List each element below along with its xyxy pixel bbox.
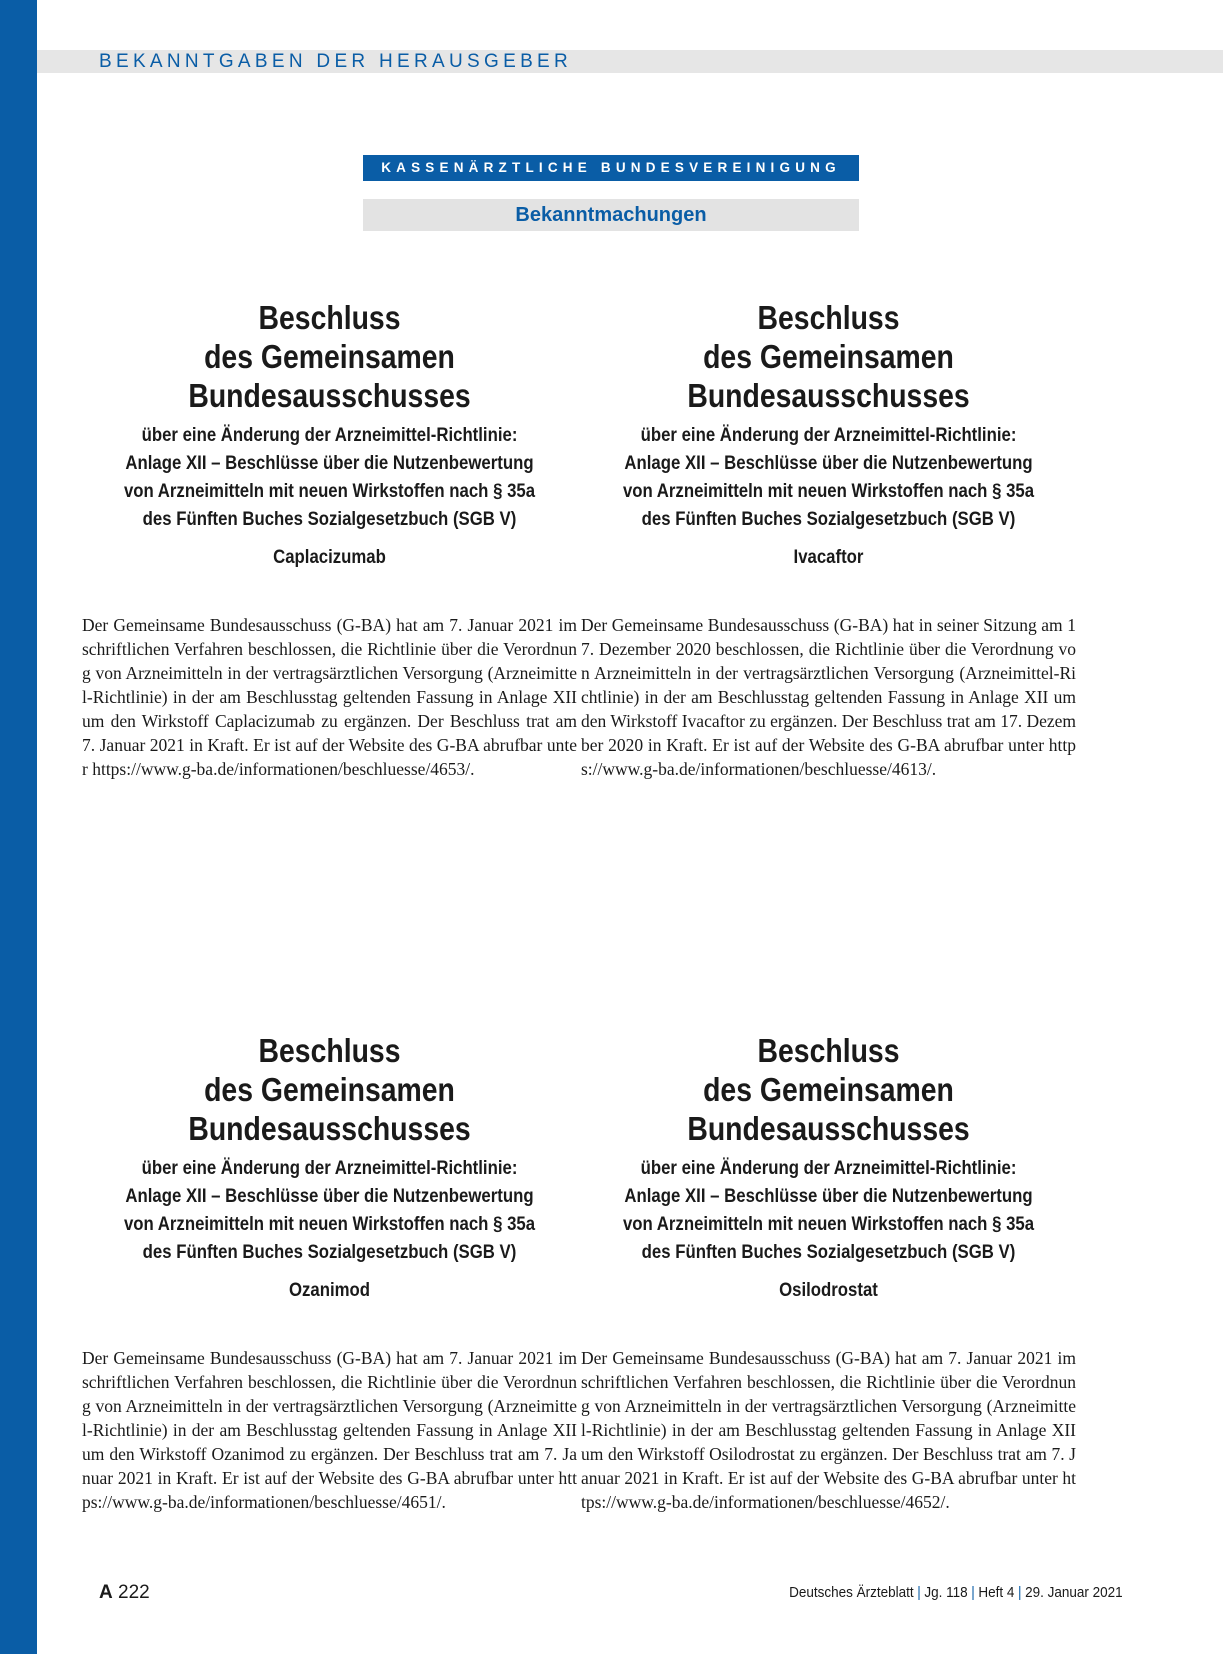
- article-caplacizumab: [82, 298, 577, 781]
- article-body: Der Gemeinsame Bundesausschuss (G-BA) hat am 7. Januar 2021 im schriftlichen Verfahren beschlossen, die Richtlinie über die Verordnung von Arzneimitteln in der vertragsärztlichen Versorgung (Arzneimittel-Richtlinie) in der am Beschlusstag geltenden Fassung in Anlage XII um den Wirkstoff Caplacizumab zu ergänzen. Der Beschluss trat am 7. Januar 2021 in Kraft. Er ist auf der Website des G-BA abrufbar unter https://www.g-ba.de/informationen/beschluesse/4653/.: [82, 615, 577, 779]
- journal-issue: Heft 4: [978, 1584, 1015, 1601]
- journal-date: 29. Januar 2021: [1025, 1584, 1123, 1601]
- article-drug-name: Ivacaftor: [793, 546, 864, 568]
- article-osilodrostat: [581, 1031, 1076, 1514]
- section-header-band: [37, 50, 1223, 73]
- article-title-line2: des Gemeinsamen Bundesausschusses: [687, 338, 970, 414]
- left-color-bar: [0, 0, 37, 1654]
- article-ivacaftor: [581, 298, 1076, 781]
- article-subtitle: über eine Änderung der Arzneimittel-Richtlinie: Anlage XII – Beschlüsse über die Nutzenbewertung von Arzneimitteln mit neuen Wirkstoffen nach § 35a des Fünften Buches Sozialgesetzbuch (SGB V): [622, 424, 1035, 530]
- article-body: Der Gemeinsame Bundesausschuss (G-BA) hat am 7. Januar 2021 im schriftlichen Verfahren beschlossen, die Richtlinie über die Verordnung von Arzneimitteln in der vertragsärztlichen Versorgung (Arzneimittel-Richtlinie) in der am Beschlusstag geltenden Fassung in Anlage XII um den Wirkstoff Ozanimod zu ergänzen. Der Beschluss trat am 7. Januar 2021 in Kraft. Er ist auf der Website des G-BA abrufbar unter https://www.g-ba.de/informationen/beschluesse/4651/.: [82, 1348, 577, 1512]
- article-body: Der Gemeinsame Bundesausschuss (G-BA) hat am 7. Januar 2021 im schriftlichen Verfahren beschlossen, die Richtlinie über die Verordnung von Arzneimitteln in der vertragsärztlichen Versorgung (Arzneimittel-Richtlinie) in der am Beschlusstag geltenden Fassung in Anlage XII um den Wirkstoff Osilodrostat zu ergänzen. Der Beschluss trat am 7. Januar 2021 in Kraft. Er ist auf der Website des G-BA abrufbar unter https://www.g-ba.de/informationen/beschluesse/4652/.: [581, 1348, 1076, 1512]
- separator: |: [1018, 1584, 1022, 1601]
- article-body: Der Gemeinsame Bundesausschuss (G-BA) hat in seiner Sitzung am 17. Dezember 2020 beschlossen, die Richtlinie über die Verordnung von Arzneimitteln in der vertragsärztlichen Versorgung (Arzneimittel-Richtlinie) in der am Beschlusstag geltenden Fassung in Anlage XII um den Wirkstoff Ivacaftor zu ergänzen. Der Beschluss trat am 17. Dezember 2020 in Kraft. Er ist auf der Website des G-BA abrufbar unter https://www.g-ba.de/informationen/beschluesse/4613/.: [581, 615, 1076, 779]
- journal-name: Deutsches Ärzteblatt: [789, 1584, 914, 1601]
- article-subtitle: über eine Änderung der Arzneimittel-Richtlinie: Anlage XII – Beschlüsse über die Nutzenbewertung von Arzneimitteln mit neuen Wirkstoffen nach § 35a des Fünften Buches Sozialgesetzbuch (SGB V): [622, 1157, 1035, 1263]
- article-title-line1: Beschluss: [757, 1032, 900, 1069]
- section-title: BEKANNTGABEN DER HERAUSGEBER: [99, 51, 573, 72]
- article-drug-name: Caplacizumab: [273, 546, 386, 568]
- separator: |: [971, 1584, 976, 1601]
- article-subtitle: über eine Änderung der Arzneimittel-Richtlinie: Anlage XII – Beschlüsse über die Nutzenbewertung von Arzneimitteln mit neuen Wirkstoffen nach § 35a des Fünften Buches Sozialgesetzbuch (SGB V): [123, 424, 536, 530]
- journal-volume: Jg. 118: [924, 1584, 968, 1601]
- page-prefix: A: [99, 1582, 113, 1603]
- separator: |: [917, 1584, 922, 1601]
- article-ozanimod: [82, 1031, 577, 1514]
- org-label: KASSENÄRZTLICHE BUNDESVEREINIGUNG: [363, 155, 859, 181]
- article-title-line2: des Gemeinsamen Bundesausschusses: [687, 1071, 970, 1147]
- article-title-line2: des Gemeinsamen Bundesausschusses: [188, 1071, 471, 1147]
- page-number-value: 222: [118, 1582, 150, 1603]
- article-title-line1: Beschluss: [258, 1032, 401, 1069]
- journal-info: [789, 1584, 1123, 1601]
- page-number: [99, 1582, 150, 1604]
- category-label: Bekanntmachungen: [363, 199, 859, 231]
- article-drug-name: Ozanimod: [288, 1279, 371, 1301]
- article-drug-name: Osilodrostat: [779, 1279, 878, 1301]
- article-title-line2: des Gemeinsamen Bundesausschusses: [188, 338, 471, 414]
- article-subtitle: über eine Änderung der Arzneimittel-Richtlinie: Anlage XII – Beschlüsse über die Nutzenbewertung von Arzneimitteln mit neuen Wirkstoffen nach § 35a des Fünften Buches Sozialgesetzbuch (SGB V): [123, 1157, 536, 1263]
- article-title-line1: Beschluss: [757, 299, 900, 336]
- article-title-line1: Beschluss: [258, 299, 401, 336]
